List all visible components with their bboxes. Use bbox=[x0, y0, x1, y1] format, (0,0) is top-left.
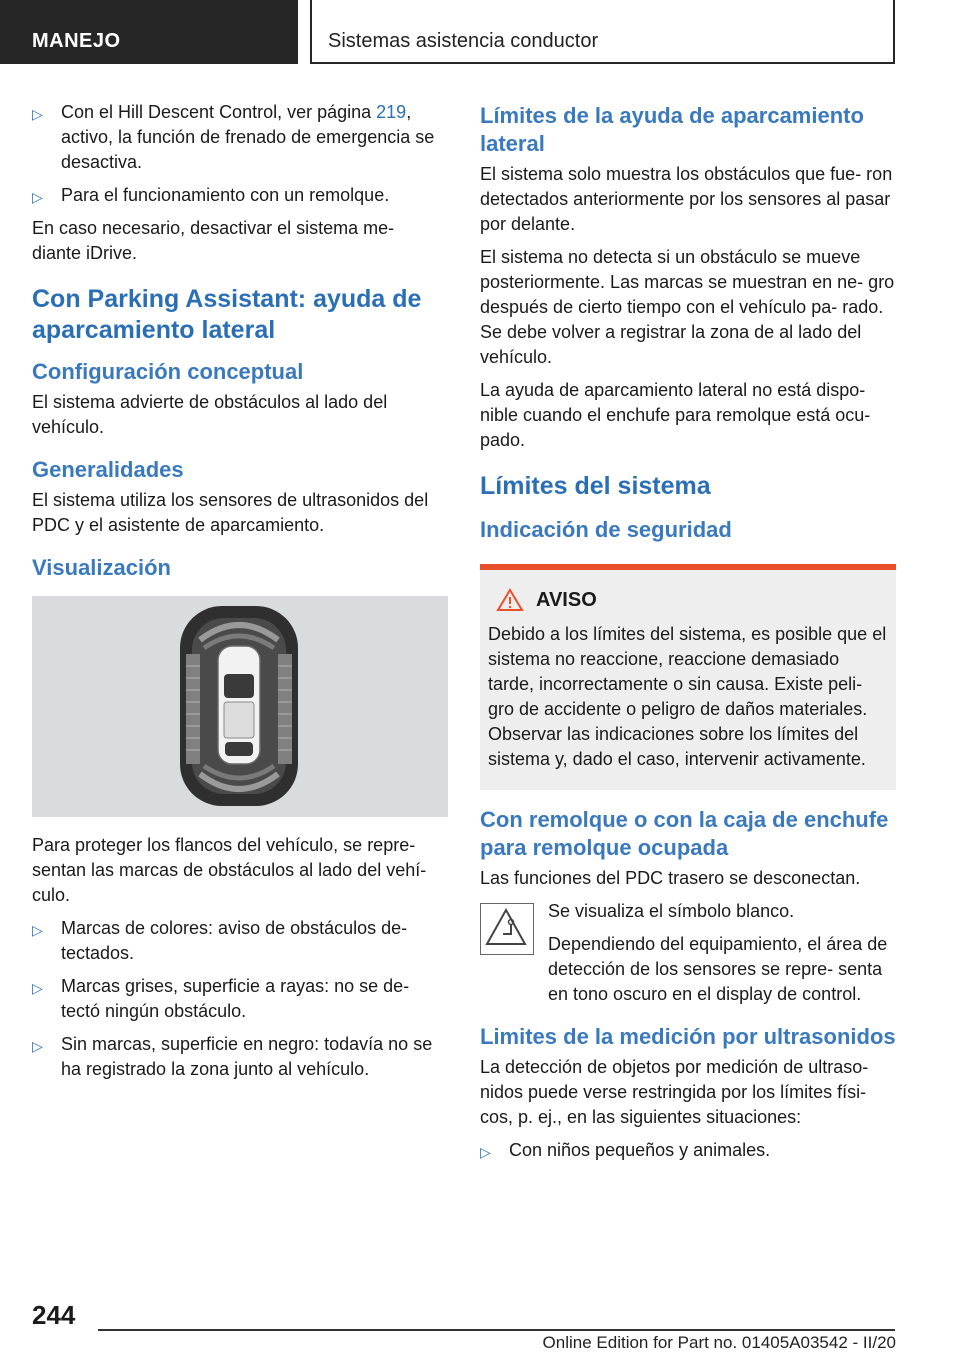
list-item: ▷ Con el Hill Descent Control, ver página 219, activo, la función de frenado de emergencia se desactiva. bbox=[32, 102, 435, 172]
subsection-heading: Límites de la ayuda de aparcamiento lateral bbox=[480, 103, 864, 156]
triangle-right-icon: ▷ bbox=[480, 1144, 491, 1160]
list-item: ▷ Sin marcas, superficie en negro: todavía no se ha registrado la zona junto al vehículo. bbox=[32, 1034, 433, 1079]
paragraph: Se visualiza el símbolo blanco. bbox=[548, 901, 795, 921]
section-title: MANEJO bbox=[32, 30, 121, 52]
warning-box bbox=[480, 564, 896, 790]
subsection-heading: Limites de la medición por ultrasonidos bbox=[480, 1024, 896, 1049]
paragraph: El sistema utiliza los sensores de ultrasonidos del PDC y el asistente de aparcamiento. bbox=[32, 490, 429, 535]
section-heading: Con Parking Assistant: ayuda de aparcamiento lateral bbox=[32, 285, 422, 344]
trailer-hitch-warning-icon bbox=[480, 903, 534, 955]
paragraph: En caso necesario, desactivar el sistema me‐ diante iDrive. bbox=[32, 218, 395, 263]
triangle-right-icon: ▷ bbox=[32, 189, 43, 205]
triangle-right-icon: ▷ bbox=[32, 922, 43, 938]
subsection-heading: Con remolque o con la caja de enchufe para remolque ocupada bbox=[480, 807, 889, 860]
page-number: 244 bbox=[32, 1300, 76, 1330]
subsection-heading: Generalidades bbox=[32, 457, 184, 482]
car-top-view-illustration bbox=[32, 596, 448, 817]
chapter-title: Sistemas asistencia conductor bbox=[328, 30, 599, 52]
paragraph: El sistema advierte de obstáculos al lado del vehículo. bbox=[32, 392, 388, 437]
list-item: ▷ Marcas grises, superficie a rayas: no se de‐ tectó ningún obstáculo. bbox=[32, 976, 410, 1021]
paragraph: Para proteger los flancos del vehículo, se repre‐ sentan las marcas de obstáculos al lado del vehí‐ culo. bbox=[32, 835, 427, 905]
footer-divider bbox=[98, 1329, 895, 1331]
paragraph: La ayuda de aparcamiento lateral no está dispo‐ nible cuando el enchufe para remolque está ocu‐ pado. bbox=[480, 380, 871, 450]
parking-visualization-image bbox=[32, 596, 448, 817]
paragraph: La detección de objetos por medición de ultraso‐ nidos puede verse restringida por los límites físi‐ cos, p. ej., en las siguientes situaciones: bbox=[480, 1057, 869, 1127]
list-item: ▷ Para el funcionamiento con un remolque. bbox=[32, 183, 448, 208]
paragraph: El sistema solo muestra los obstáculos que fue‐ ron detectados anteriormente por los sensores al pasar por delante. bbox=[480, 164, 893, 234]
page-link[interactable]: 219 bbox=[376, 102, 407, 122]
right-column bbox=[480, 100, 896, 1171]
paragraph: Dependiendo del equipamiento, el área de detección de los sensores se repre‐ senta en tono oscuro en el display de control. bbox=[548, 934, 888, 1004]
section-tab bbox=[0, 0, 298, 64]
subsection-heading: Indicación de seguridad bbox=[480, 517, 732, 542]
warning-text: Debido a los límites del sistema, es posible que el sistema no reaccione, reaccione demasiado tarde, incorrectamente o sin causa. Existe peli‐ gro de accidente o peligro de daños materiales. Observar las indicaciones sobre los límites del sistema y, dado el caso, intervenir activamente. bbox=[488, 624, 887, 769]
left-column bbox=[32, 100, 448, 1090]
edition-note: Online Edition for Part no. 01405A03542 - II/20 bbox=[542, 1333, 896, 1352]
triangle-right-icon: ▷ bbox=[32, 980, 43, 996]
list-item: ▷ Con niños pequeños y animales. bbox=[480, 1138, 896, 1163]
section-heading: Límites del sistema bbox=[480, 472, 711, 500]
warning-triangle-icon bbox=[496, 588, 524, 612]
subsection-heading: Visualización bbox=[32, 555, 171, 580]
warning-title: AVISO bbox=[536, 588, 597, 611]
triangle-right-icon: ▷ bbox=[32, 1038, 43, 1054]
subsection-heading: Configuración conceptual bbox=[32, 359, 304, 384]
paragraph: El sistema no detecta si un obstáculo se mueve posteriormente. Las marcas se muestran en ne‐ gro después de cierto tiempo con el vehículo pa‐ rado. Se debe volver a registrar la zona de al lado del vehículo. bbox=[480, 247, 895, 367]
paragraph: Las funciones del PDC trasero se desconectan. bbox=[480, 868, 861, 888]
triangle-right-icon: ▷ bbox=[32, 106, 43, 122]
symbol-explanation bbox=[480, 899, 896, 1007]
list-item: ▷ Marcas de colores: aviso de obstáculos de‐ tectados. bbox=[32, 918, 408, 963]
warning-header bbox=[496, 588, 888, 612]
chapter-tab bbox=[310, 0, 895, 64]
